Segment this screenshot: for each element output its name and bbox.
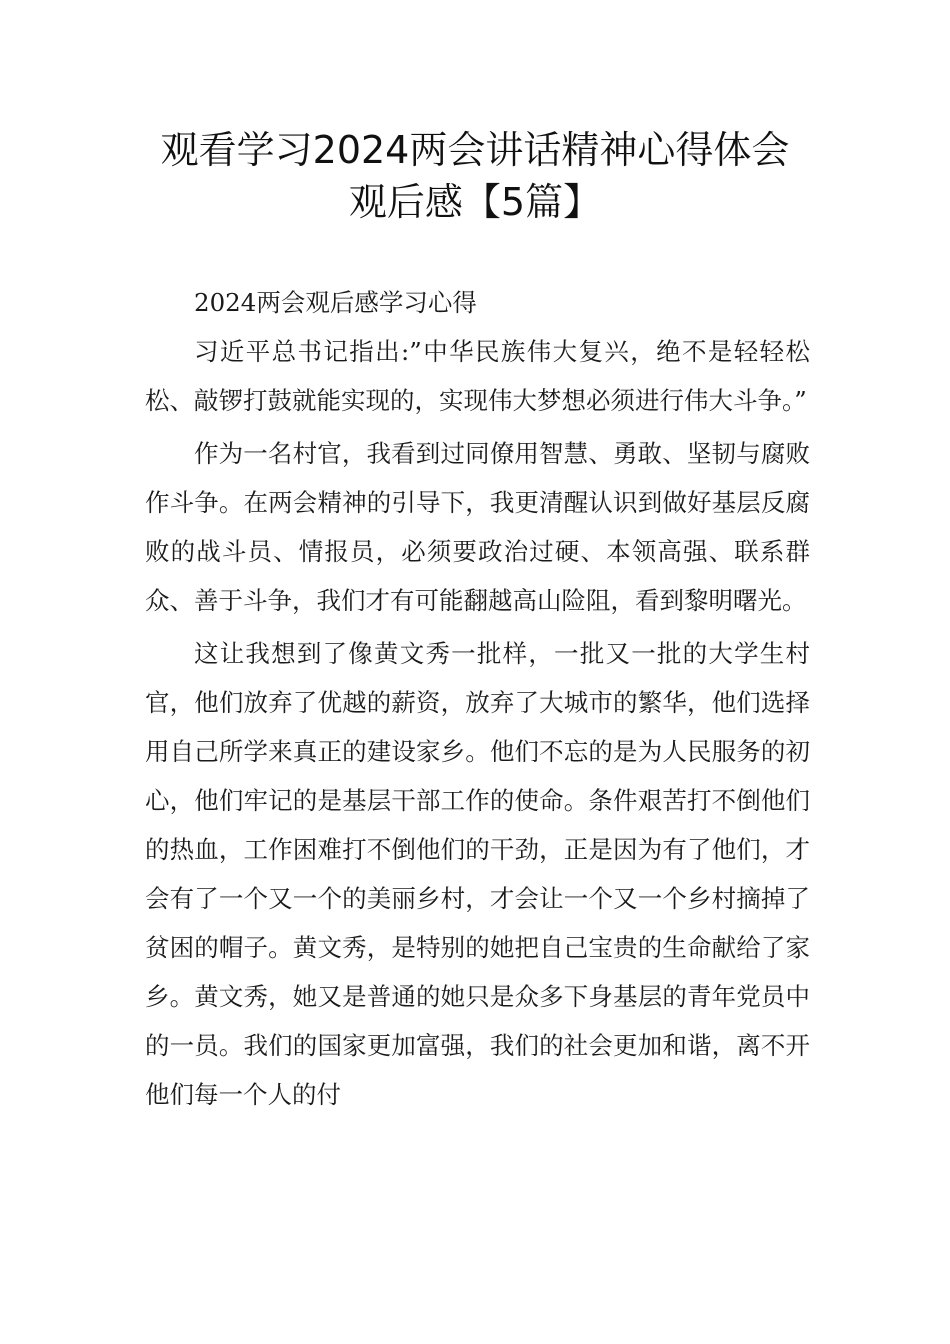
section-subtitle: 2024两会观后感学习心得 — [194, 288, 477, 317]
title-line-1: 观看学习2024两会讲话精神心得体会 — [160, 128, 790, 172]
paragraph-1: 习近平总书记指出:”中华民族伟大复兴，绝不是轻轻松松、敲锣打鼓就能实现的，实现伟大梦想必须进行伟大斗争。” — [145, 337, 810, 415]
title-line-2: 观后感【5篇】 — [348, 180, 602, 224]
document-body — [145, 278, 810, 1119]
document-title — [120, 124, 830, 228]
paragraph-3: 这让我想到了像黄文秀一批样，一批又一批的大学生村官，他们放弃了优越的薪资，放弃了大城市的繁华，他们选择用自己所学来真正的建设家乡。他们不忘的是为人民服务的初心，他们牢记的是基层干部工作的使命。条件艰苦打不倒他们的热血，工作困难打不倒他们的干劲，正是因为有了他们，才会有了一个又一个的美丽乡村，才会让一个又一个乡村摘掉了贫困的帽子。黄文秀，是特别的她把自己宝贵的生命献给了家乡。黄文秀，她又是普通的她只是众多下身基层的青年党员中的一员。我们的国家更加富强，我们的社会更加和谐，离不开他们每一个人的付 — [145, 639, 810, 1109]
paragraph-2: 作为一名村官，我看到过同僚用智慧、勇敢、坚韧与腐败作斗争。在两会精神的引导下，我更清醒认识到做好基层反腐败的战斗员、情报员，必须要政治过硬、本领高强、联系群众、善于斗争，我们才有可能翻越高山险阻，看到黎明曙光。 — [145, 439, 810, 615]
